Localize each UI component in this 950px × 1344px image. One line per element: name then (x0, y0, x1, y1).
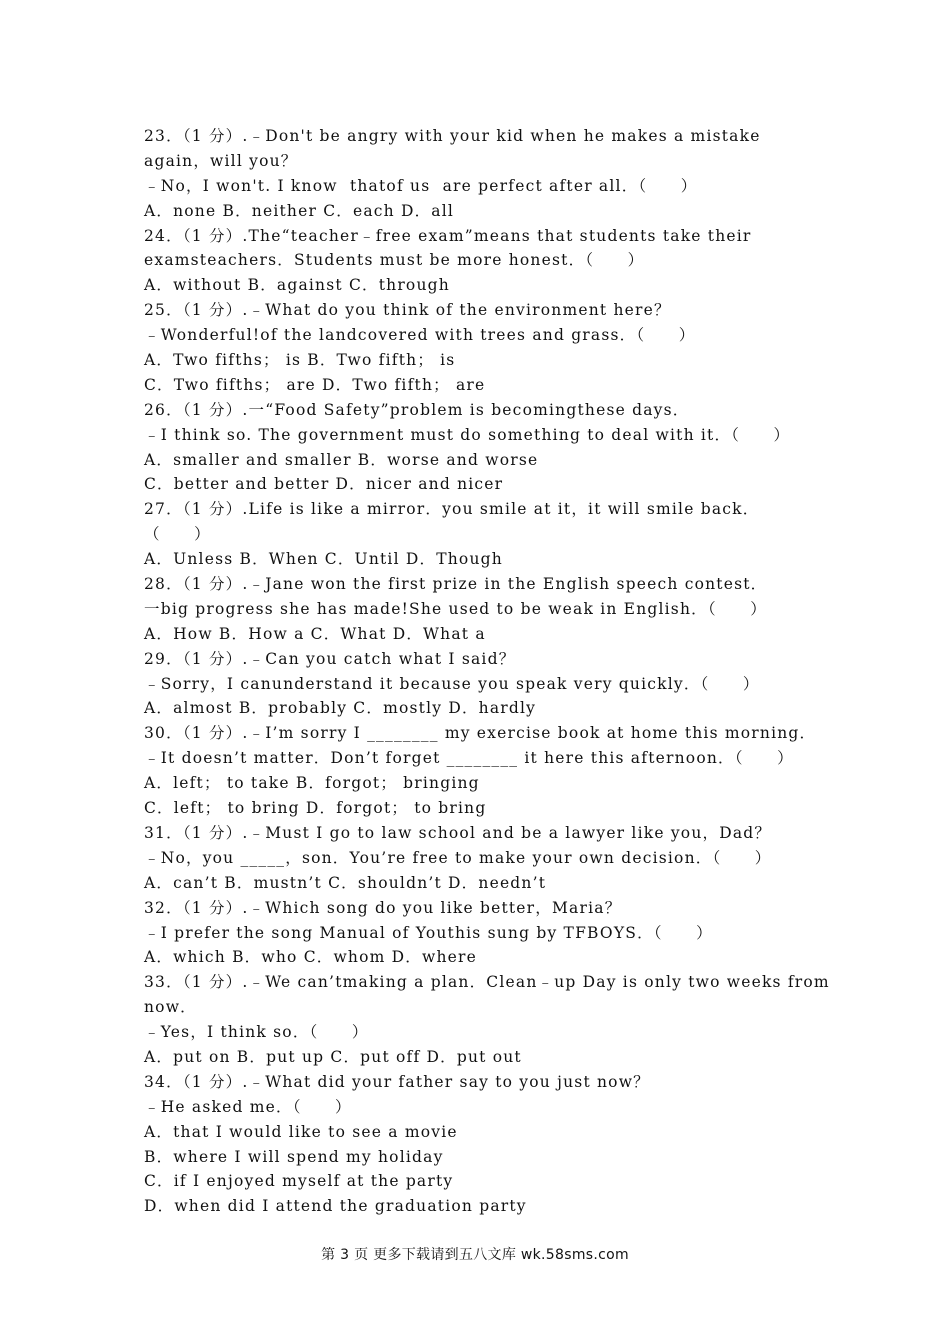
text-line: again，will you？ (144, 151, 298, 170)
text-line: now． (144, 998, 197, 1017)
text-line: examsteachers．Students must be more honest．（ ） (144, 251, 645, 270)
page-footer: 第 3 页 更多下载请到五八文库 wk.58sms.com (321, 1247, 629, 1263)
text-line: A．can’t B．mustn’t C．shouldn’t D．needn’t (144, 873, 547, 892)
text-line: ﹣Sorry，I canunderstand it because you speak very quickly．（ ） (144, 674, 760, 693)
text-line: 27．（1 分）.Life is like a mirror．you smile at it，it will smile back． (144, 500, 760, 519)
text-line: A．which B．who C．whom D．where (144, 948, 477, 967)
text-line: ﹣Wonderful!of the landcovered with trees and grass．（ ） (144, 326, 696, 345)
text-line: C．left； to bring D．forgot； to bring (144, 799, 487, 818)
text-line: A．almost B．probably C．mostly D．hardly (144, 699, 537, 718)
text-line: 23．（1 分）.﹣Don't be angry with your kid when he makes a mistake (144, 127, 761, 145)
text-line: 26．（1 分）.一“Food Safety”problem is becomingthese days． (144, 400, 690, 419)
text-line: A．without B．against C．through (144, 276, 450, 295)
text-line: 30．（1 分）.﹣I’m sorry I ________ my exercise book at home this morning． (144, 724, 817, 743)
question-list (144, 124, 830, 1219)
text-line: 25．（1 分）.﹣What do you think of the environment here？ (144, 301, 671, 320)
text-line: （ ） (144, 525, 211, 544)
text-line: A．put on B．put up C．put off D．put out (144, 1047, 522, 1066)
text-line: ﹣No，I won't. I know thatof us are perfect after all．（ ） (144, 176, 698, 195)
text-line: ﹣It doesn’t matter．Don’t forget ________ it here this afternoon．（ ） (144, 749, 794, 768)
text-line: 28．（1 分）.﹣Jane won the first prize in the English speech contest． (144, 575, 768, 594)
text-line: ﹣No，you _____，son．You’re free to make your own decision．（ ） (144, 848, 772, 867)
text-line: C．better and better D．nicer and nicer (144, 475, 504, 494)
text-line: A．Unless B．When C．Until D．Though (144, 550, 503, 569)
text-line: 32．（1 分）.﹣Which song do you like better，Maria？ (144, 898, 622, 917)
text-line: A．none B．neither C．each D．all (144, 201, 455, 220)
text-line: 33．（1 分）.﹣We can’tmaking a plan．Clean﹣up Day is only two weeks from (144, 973, 830, 992)
text-line: 31．（1 分）.﹣Must I go to law school and be a lawyer like you，Dad？ (144, 823, 772, 842)
text-line: A．left； to take B．forgot； bringing (144, 774, 480, 793)
text-line: D．when did I attend the graduation party (144, 1197, 527, 1216)
text-line: 34．（1 分）.﹣What did your father say to you just now？ (144, 1072, 650, 1091)
text-line: C．Two fifths； are D．Two fifth； are (144, 375, 486, 394)
text-line: 24．（1 分）.The“teacher﹣free exam”means that students take their (144, 226, 752, 245)
text-line: ﹣I think so. The government must do something to deal with it．（ ） (144, 425, 791, 444)
text-line: 29．（1 分）.﹣Can you catch what I said？ (144, 649, 516, 668)
text-line: A．that I would like to see a movie (144, 1122, 458, 1141)
text-line: B．where I will spend my holiday (144, 1147, 444, 1166)
text-line: C．if I enjoyed myself at the party (144, 1172, 454, 1191)
text-line: A．How B．How a C．What D．What a (144, 624, 486, 643)
text-line: A．Two fifths； is B．Two fifth； is (144, 351, 456, 370)
text-line: A．smaller and smaller B．worse and worse (144, 450, 539, 469)
text-line: ﹣I prefer the song Manual of Youthis sung by TFBOYS．（ ） (144, 923, 713, 942)
text-line: ﹣Yes，I think so．（ ） (144, 1023, 369, 1042)
text-line: 一big progress she has made!She used to be weak in English．（ ） (144, 599, 767, 618)
text-line: ﹣He asked me．（ ） (144, 1097, 352, 1116)
